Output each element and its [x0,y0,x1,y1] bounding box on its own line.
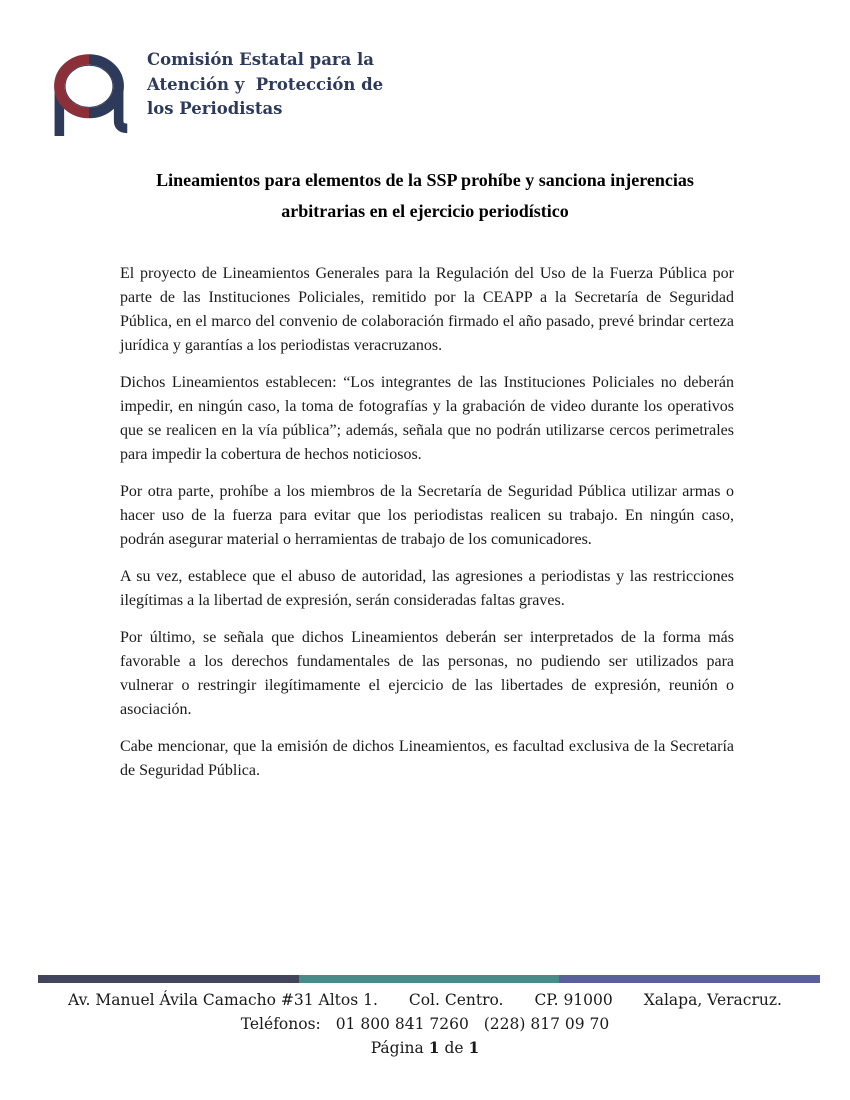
paragraph: Cabe mencionar, que la emisión de dichos Lineamientos, es facultad exclusiva de la Secretaría de Seguridad Pública. [120,738,734,779]
paragraph: A su vez, establece que el abuso de autoridad, las agresiones a periodistas y las restricciones ilegítimas a la libertad de expresión, serán consideradas faltas graves. [120,568,734,609]
page-number-current: 1 [428,1038,440,1057]
org-name-line: los Periodistas [147,99,283,118]
page-title-line1: Lineamientos para elementos de la SSP prohíbe y sanciona injerencias [156,170,694,190]
footer-address-cp: CP. 91000 [534,991,613,1009]
org-name-line: Atención y Protección de [147,74,384,94]
footer-bar-segment-right [559,975,820,983]
footer-page-number [0,1036,850,1061]
footer-phone-1: 01 800 841 7260 [335,1014,469,1033]
paragraph: Dichos Lineamientos establecen: “Los integrantes de las Instituciones Policiales no deberán impedir, en ningún caso, la toma de fotografías y la grabación de video durante los operativos que se realicen en la vía pública”; además, señala que no podrán utilizarse cercos perimetrales para impedir la cobertura de hechos noticiosos. [120,374,734,463]
paragraph: Por último, se señala que dichos Lineamientos deberán ser interpretados de la forma más favorable a los derechos fundamentales de las personas, no pudiendo ser utilizados para vulnerar o restringir ilegítimamente el ejercicio de las libertades de expresión, reunión o asociación. [120,629,734,718]
footer-divider-bar [38,975,820,983]
footer [0,989,850,1061]
document-body [120,262,734,796]
page-title [60,165,790,227]
footer-phones [0,1013,850,1037]
paragraph: El proyecto de Lineamientos Generales para la Regulación del Uso de la Fuerza Pública por parte de las Instituciones Policiales, remitido por la CEAPP a la Secretaría de Seguridad Pública, en el marco del convenio de colaboración firmado el año pasado, prevé brindar certeza jurídica y garantías a los periodistas veracruzanos. [120,265,734,354]
footer-address-street: Av. Manuel Ávila Camacho #31 Altos 1. [68,991,378,1009]
footer-address-colonia: Col. Centro. [408,991,504,1009]
footer-address [0,989,850,1013]
footer-bar-segment-middle [299,975,560,983]
paragraph: Por otra parte, prohíbe a los miembros de la Secretaría de Seguridad Pública utilizar armas o hacer uso de la fuerza para evitar que los periodistas realicen su trabajo. En ningún caso, podrán asegurar material o herramientas de trabajo de los comunicadores. [120,483,734,548]
page-number-total: 1 [468,1038,480,1057]
footer-address-city: Xalapa, Veracruz. [643,991,782,1009]
footer-phone-2: (228) 817 09 70 [483,1014,610,1033]
page-number-label: Página [370,1039,424,1057]
org-name [147,44,383,122]
ceapp-pa-monogram-logo-icon [45,44,133,140]
footer-phones-label: Teléfonos: [240,1014,321,1033]
footer-bar-segment-left [38,975,299,983]
page-number-separator: de [444,1039,464,1057]
header [45,44,383,140]
page-title-line2: arbitrarias en el ejercicio periodístico [281,201,569,221]
org-name-line: Comisión Estatal para la [147,50,374,69]
